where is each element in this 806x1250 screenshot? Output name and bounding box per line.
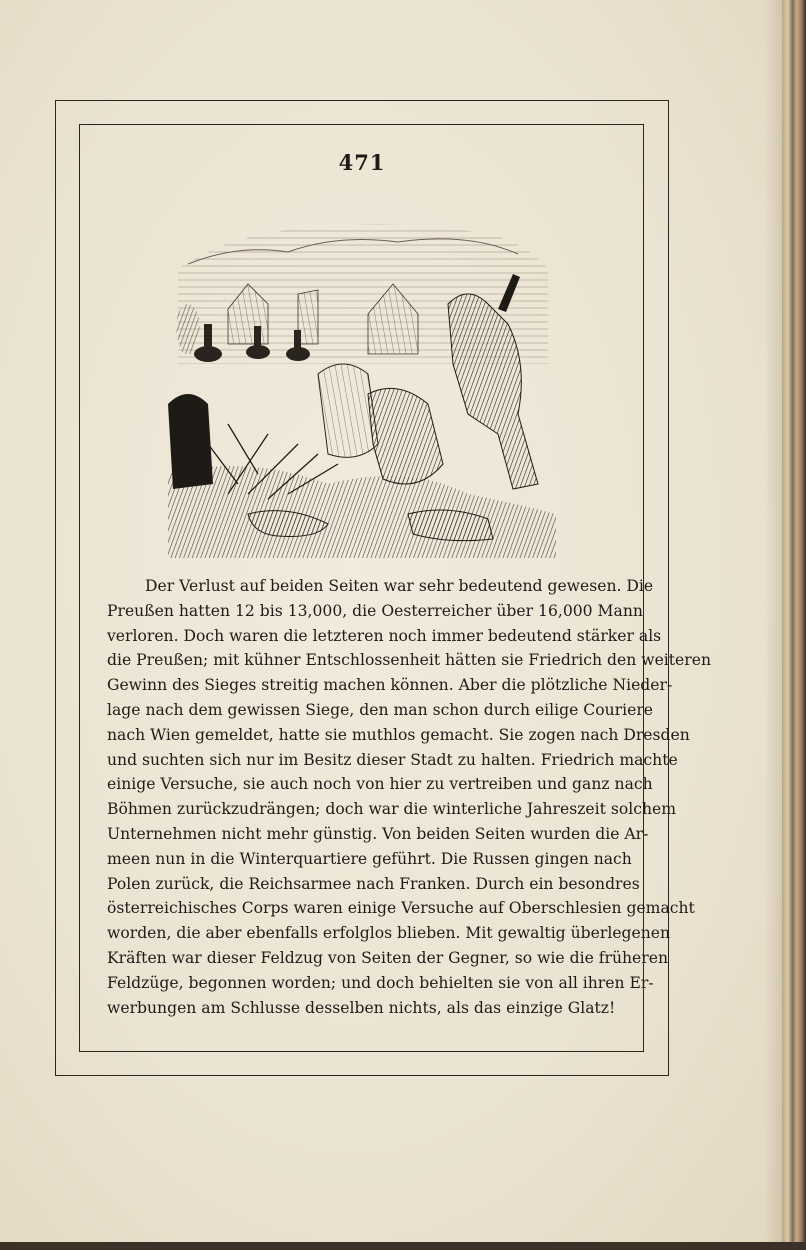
text-line: Feldzüge, begonnen worden; und doch behielten sie von all ihren Er- (107, 973, 654, 992)
central-figures (318, 364, 378, 457)
trees-left (176, 304, 199, 354)
text-line: worden, die aber ebenfalls erfolglos blieben. Mit gewaltig überlegenen (107, 924, 671, 943)
text-line: und suchten sich nur im Besitz dieser Stadt zu halten. Friedrich machte (107, 750, 678, 769)
text-line: österreichisches Corps waren einige Versuche auf Oberschlesien gemacht (107, 899, 695, 918)
text-line: Preußen hatten 12 bis 13,000, die Oesterreicher über 16,000 Mann (107, 601, 643, 620)
text-line: Böhmen zurückzudrängen; doch war die winterliche Jahreszeit solchem (107, 800, 677, 819)
dark-figure-left (168, 394, 213, 489)
text-line: Der Verlust auf beiden Seiten war sehr bedeutend gewesen. Die (145, 577, 654, 595)
page-number: 471 (338, 150, 386, 175)
kneeling-soldier (368, 388, 443, 484)
text-line: einige Versuche, sie auch noch von hier zu vertreiben und ganz nach (107, 775, 653, 794)
ground (168, 466, 556, 558)
text-line: nach Wien gemeldet, hatte sie muthlos gemacht. Sie zogen nach Dresden (107, 725, 690, 744)
text-line: meen nun in die Winterquartiere geführt. Die Russen gingen nach (107, 849, 632, 868)
text-line: Gewinn des Sieges streitig machen können. Aber die plötzliche Nieder- (107, 676, 673, 695)
gutter-shadow (764, 0, 782, 1250)
text-line: werbungen am Schlusse desselben nichts, als das einzige Glatz! (107, 998, 616, 1017)
text-line: lage nach dem gewissen Siege, den man schon durch eilige Couriere (107, 700, 654, 719)
text-line: verloren. Doch waren die letzteren noch immer bedeutend stärker als (107, 626, 662, 645)
scan-bottom-band (0, 1242, 806, 1250)
battle-illustration (168, 214, 556, 558)
body-text (107, 574, 712, 1020)
text-line: Polen zurück, die Reichsarmee nach Franken. Durch ein besondres (107, 874, 640, 893)
book-edge (782, 0, 806, 1250)
text-line: Unternehmen nicht mehr günstig. Von beiden Seiten wurden die Ar- (107, 824, 649, 843)
text-line: Kräften war dieser Feldzug von Seiten der Gegner, so wie die früheren (107, 948, 669, 967)
text-line: die Preußen; mit kühner Entschlossenheit hätten sie Friedrich den weiteren (107, 651, 712, 670)
